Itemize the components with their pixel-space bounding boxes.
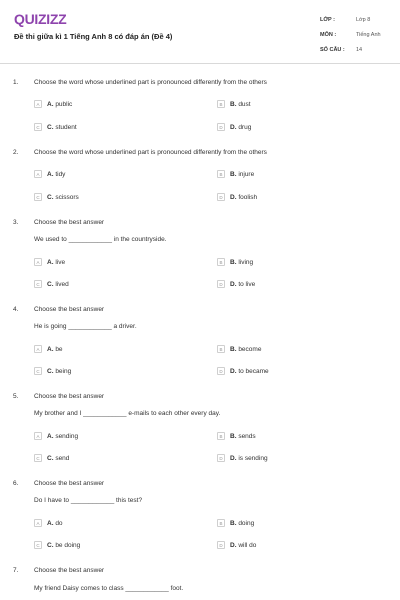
option-letter-box: A [34, 345, 42, 353]
option-text: C. student [47, 123, 77, 131]
worksheet-header [0, 0, 400, 64]
option-d[interactable] [217, 366, 269, 376]
option-b[interactable] [217, 344, 261, 354]
meta-label: SỐ CÂU : [320, 46, 345, 53]
question-prompt: Choose the word whose underlined part is pronounced differently from the others [34, 149, 267, 156]
question-prompt: Choose the word whose underlined part is pronounced differently from the others [34, 79, 267, 86]
option-d[interactable] [217, 192, 257, 202]
meta-row-class [320, 12, 392, 27]
question-prompt: Choose the best answer [34, 393, 105, 400]
option-letter-box: C [34, 123, 42, 131]
meta-value: 14 [356, 46, 363, 53]
quizizz-logo: QUIZIZZ [14, 11, 67, 27]
question-stem: Do I have to ____________ this test? [34, 497, 143, 504]
option-letter-box: D [217, 367, 225, 375]
question-prompt: Choose the best answer [34, 480, 105, 487]
option-a[interactable] [34, 169, 65, 179]
question-stem: My friend Daisy comes to class ____________ foot. [34, 585, 184, 592]
option-letter-box: B [217, 345, 225, 353]
option-text: A. do [47, 519, 63, 527]
option-b[interactable] [217, 257, 253, 267]
option-text: D. is sending [230, 454, 268, 462]
meta-value: Lớp 8 [356, 16, 371, 23]
option-letter-box: D [217, 541, 225, 549]
option-text: D. drug [230, 123, 252, 131]
option-b[interactable] [217, 518, 254, 528]
option-text: B. injure [230, 170, 255, 178]
option-text: B. sends [230, 432, 256, 440]
option-text: C. being [47, 367, 72, 375]
option-letter-box: A [34, 432, 42, 440]
option-letter-box: A [34, 258, 42, 266]
option-text: C. be doing [47, 541, 81, 549]
option-letter-box: D [217, 123, 225, 131]
option-d[interactable] [217, 453, 268, 463]
meta-label: MÔN : [320, 31, 337, 38]
option-a[interactable] [34, 344, 63, 354]
option-letter-box: D [217, 454, 225, 462]
question-stem: My brother and I ____________ e-mails to each other every day. [34, 410, 221, 417]
option-letter-box: B [217, 100, 225, 108]
option-b[interactable] [217, 169, 254, 179]
option-text: A. sending [47, 432, 79, 440]
option-text: B. dust [230, 100, 251, 108]
option-a[interactable] [34, 99, 72, 109]
question-number: 3. [13, 219, 19, 226]
question-5 [13, 393, 393, 469]
option-text: B. doing [230, 519, 255, 527]
option-b[interactable] [217, 99, 251, 109]
option-a[interactable] [34, 257, 65, 267]
question-number: 7. [13, 567, 19, 574]
option-letter-box: D [217, 193, 225, 201]
question-prompt: Choose the best answer [34, 567, 105, 574]
question-6 [13, 480, 393, 556]
worksheet-meta [320, 12, 392, 57]
option-text: D. foolish [230, 193, 258, 201]
worksheet-title: Đề thi giữa kì 1 Tiếng Anh 8 có đáp án (Đề 4) [14, 32, 173, 41]
option-letter-box: A [34, 100, 42, 108]
option-text: A. public [47, 100, 73, 108]
option-c[interactable] [34, 192, 79, 202]
question-1 [13, 79, 393, 139]
option-d[interactable] [217, 122, 251, 132]
question-number: 2. [13, 149, 19, 156]
option-letter-box: B [217, 258, 225, 266]
option-text: D. to became [230, 367, 269, 375]
option-c[interactable] [34, 279, 69, 289]
question-7 [13, 567, 393, 597]
option-text: A. be [47, 345, 63, 353]
option-letter-box: C [34, 280, 42, 288]
option-text: D. will do [230, 541, 257, 549]
question-3 [13, 219, 393, 295]
option-c[interactable] [34, 122, 77, 132]
option-letter-box: C [34, 367, 42, 375]
option-letter-box: B [217, 519, 225, 527]
question-number: 6. [13, 480, 19, 487]
question-number: 5. [13, 393, 19, 400]
option-letter-box: A [34, 519, 42, 527]
option-letter-box: B [217, 432, 225, 440]
option-text: C. send [47, 454, 70, 462]
meta-value: Tiếng Anh [356, 31, 381, 38]
option-letter-box: C [34, 454, 42, 462]
option-c[interactable] [34, 540, 80, 550]
option-text: C. scissors [47, 193, 79, 201]
meta-label: LỚP : [320, 16, 335, 23]
option-text: A. tidy [47, 170, 66, 178]
meta-row-subject [320, 27, 392, 42]
question-stem: We used to ____________ in the countryside. [34, 236, 167, 243]
option-a[interactable] [34, 431, 78, 441]
question-number: 1. [13, 79, 19, 86]
option-c[interactable] [34, 366, 71, 376]
option-text: B. living [230, 258, 254, 266]
option-letter-box: C [34, 193, 42, 201]
option-letter-box: B [217, 170, 225, 178]
question-prompt: Choose the best answer [34, 219, 105, 226]
option-text: C. lived [47, 280, 69, 288]
meta-row-count [320, 42, 392, 57]
option-d[interactable] [217, 279, 255, 289]
question-stem: He is going ____________ a driver. [34, 323, 137, 330]
question-4 [13, 306, 393, 382]
question-prompt: Choose the best answer [34, 306, 105, 313]
option-letter-box: A [34, 170, 42, 178]
option-a[interactable] [34, 518, 63, 528]
option-text: D. to live [230, 280, 256, 288]
question-2 [13, 149, 393, 209]
question-number: 4. [13, 306, 19, 313]
option-c[interactable] [34, 453, 69, 463]
option-text: B. become [230, 345, 262, 353]
option-letter-box: D [217, 280, 225, 288]
option-text: A. live [47, 258, 66, 266]
option-b[interactable] [217, 431, 256, 441]
option-letter-box: C [34, 541, 42, 549]
option-d[interactable] [217, 540, 256, 550]
